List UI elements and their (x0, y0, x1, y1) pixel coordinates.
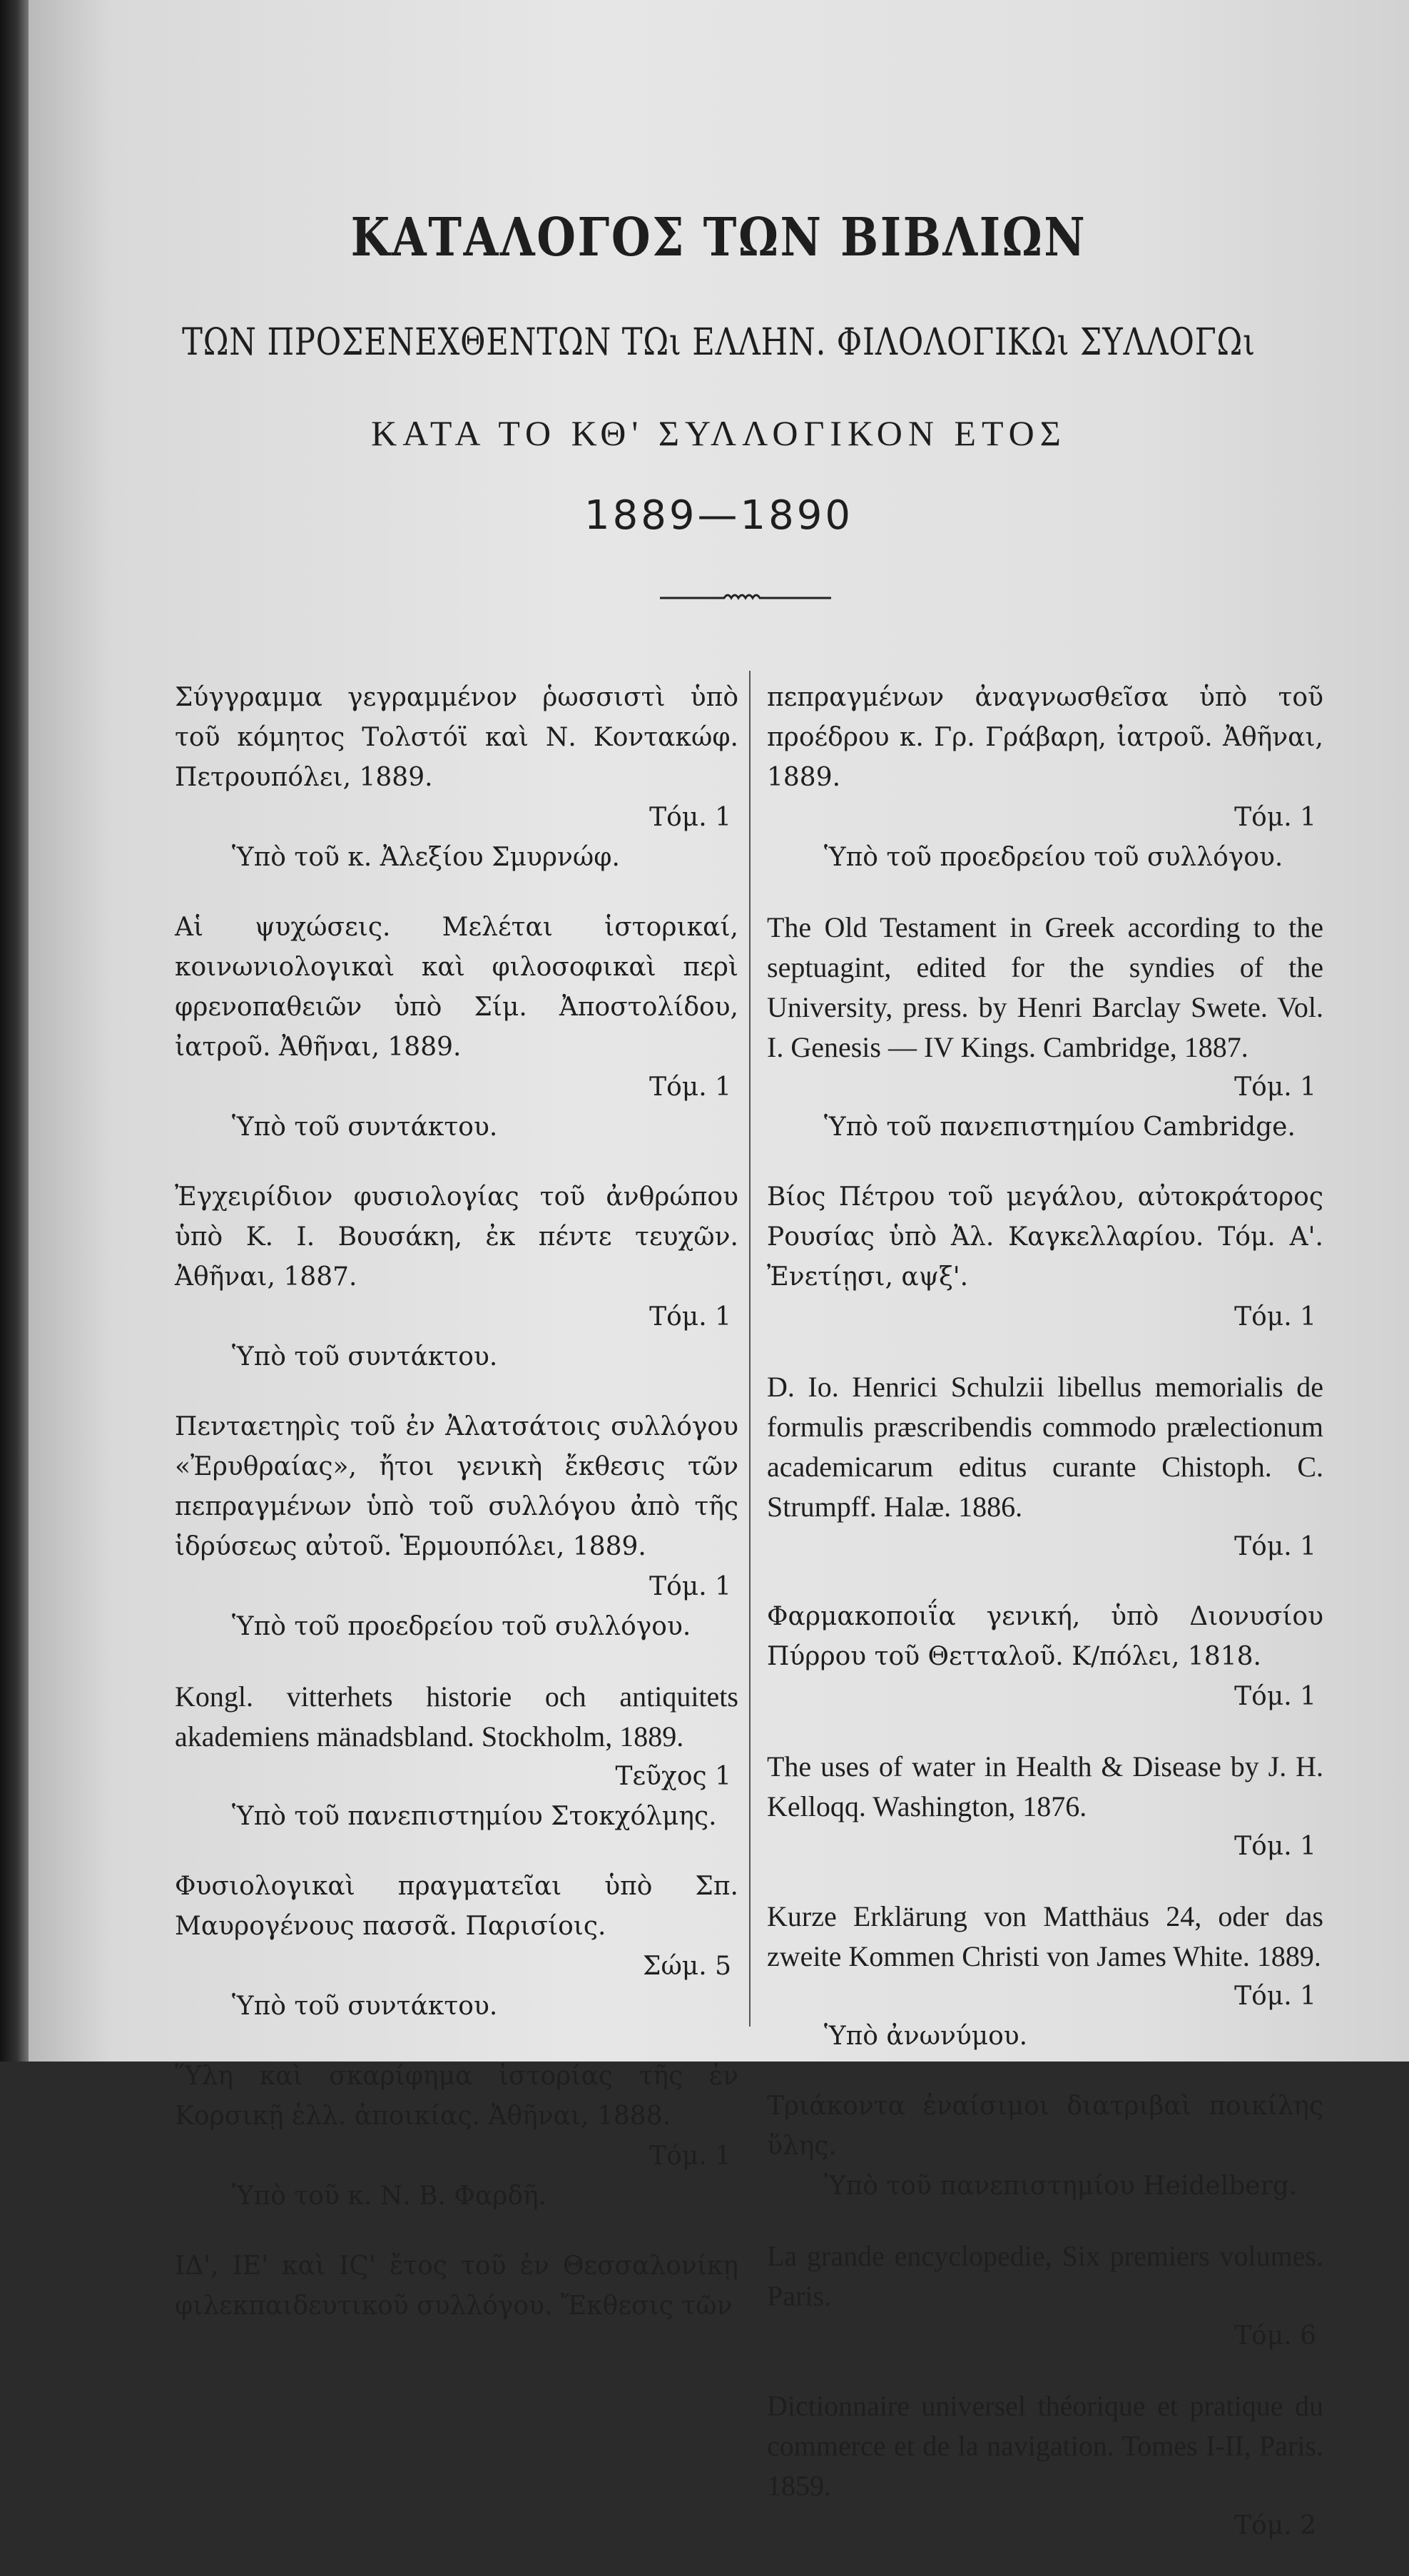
entry-volume: Τόμ. 1 (1234, 1982, 1316, 2011)
catalog-entry (175, 2246, 738, 2326)
entry-title: Σύγγραμμα γεγραμμένον ῥωσσιστὶ ὑπὸ τοῦ κόμητος Τολστόϊ καὶ Ν. Κοντακώφ. Πετρουπόλει, 1889. (175, 683, 738, 792)
entry-volume: Τόμ. 1 (649, 1302, 731, 1332)
entry-donor: Ὑπὸ τοῦ προεδρείου τοῦ συλλόγου. (824, 843, 1283, 872)
catalog-entry (175, 2057, 738, 2216)
entry-volume: Σώμ. 5 (643, 1952, 731, 1981)
catalog-entry (767, 2386, 1323, 2546)
entry-title: Ὕλη καὶ σκαρίφημα ἱστορίας τῆς ἐν Κορσικῇ ἑλλ. ἀποικίας. Ἀθῆναι, 1888. (175, 2062, 738, 2131)
entry-donor: Ὑπὸ τοῦ πανεπιστημίου Cambridge. (824, 1112, 1296, 1142)
catalog-entry (767, 678, 1323, 878)
catalog-entry (767, 1367, 1323, 1567)
catalog-entry (175, 678, 738, 878)
entry-donor: Ὑπὸ τοῦ προεδρείου τοῦ συλλόγου. (232, 1612, 691, 1641)
entry-volume: Τόμ. 1 (1234, 1832, 1316, 1861)
entry-volume: Τόμ. 1 (1234, 1302, 1316, 1332)
entry-donor: Ὑπὸ τοῦ κ. Ν. Β. Φαρδῆ. (232, 2181, 547, 2211)
entry-donor: Ὑπὸ τοῦ συντάκτου. (232, 1112, 498, 1142)
entry-volume: Τόμ. 1 (1234, 803, 1316, 832)
entry-donor: Ὑπὸ τοῦ κ. Ἀλεξίου Σμυρνώφ. (232, 843, 620, 872)
entry-title: ΙΔ', ΙΕ' καὶ ΙϚ' ἔτος τοῦ ἐν Θεσσαλονίκῃ φιλεκπαιδευτικοῦ συλλόγου. Ἔκθεσις τῶν (175, 2251, 738, 2321)
entry-title: Kongl. vitterhets historie och antiquitets akademiens mänadsbland. Stockholm, 1889. (175, 1680, 738, 1753)
entry-title: Αἱ ψυχώσεις. Μελέται ἱστορικαί, κοινωνιολογικαὶ καὶ φιλοσοφικαὶ περὶ φρενοπαθειῶν ὑπὸ Σίμ. Ἀποστολίδου, ἰατροῦ. Ἀθῆναι, 1889. (175, 913, 738, 1062)
catalog-entry (767, 1897, 1323, 2057)
entry-title: Φαρμακοποιΐα γενική, ὑπὸ Διονυσίου Πύρρου τοῦ Θετταλοῦ. Κ/πόλει, 1818. (767, 1602, 1323, 1671)
entry-volume: Τόμ. 1 (1234, 1073, 1316, 1102)
year-range: 1889—1890 (584, 492, 854, 539)
page-subtitle-year: ΚΑΤΑ ΤΟ ΚΘ' ΣΥΛΛΟΓΙΚΟΝ ΕΤΟΣ (371, 413, 1067, 453)
entry-volume: Τόμ. 1 (1234, 1682, 1316, 1711)
entry-volume: Τόμ. 2 (1234, 2511, 1316, 2540)
entry-title: Ἐγχειρίδιον φυσιολογίας τοῦ ἀνθρώπου ὑπὸ Κ. Ι. Βουσάκη, ἐκ πέντε τευχῶν. Ἀθῆναι, 1887. (175, 1182, 738, 1292)
entry-title: The Old Testament in Greek according to the septuagint, edited for the syndies of the University, press. by Henri Barclay Swete. Vol. I. Genesis — IV Kings. Cambridge, 1887. (767, 911, 1323, 1063)
entry-volume: Τόμ. 1 (649, 803, 731, 832)
catalog-entry (175, 1677, 738, 1837)
entry-donor: Ὑπὸ τοῦ συντάκτου. (232, 1342, 498, 1371)
left-column (175, 678, 738, 2356)
entry-title: Kurze Erklärung von Matthäus 24, oder das zweite Kommen Christi von James White. 1889. (767, 1900, 1323, 1972)
entry-volume: Τόμ. 1 (649, 1572, 731, 1601)
entry-title: La grande encyclopedie, Six premiers volumes. Paris. (767, 2240, 1323, 2312)
entry-volume: Τόμ. 1 (649, 1073, 731, 1102)
catalog-entry (767, 1177, 1323, 1337)
catalog-entry (175, 908, 738, 1147)
entry-volume: Τόμ. 1 (1234, 1532, 1316, 1561)
entry-title: Dictionnaire universel théorique et pratique du commerce et de la navigation. Tomes I-II, Paris. 1859. (767, 2390, 1323, 2502)
entry-title: Βίος Πέτρου τοῦ μεγάλου, αὐτοκράτορος Ρουσίας ὑπὸ Ἀλ. Καγκελλαρίου. Τόμ. Α'. Ἐνετίῃσι, αψξ'. (767, 1182, 1323, 1292)
entry-donor: Ὑπὸ τοῦ πανεπιστημίου Heidelberg. (824, 2171, 1298, 2201)
catalog-entry (175, 1177, 738, 1377)
catalog-entry (767, 1597, 1323, 1717)
column-divider (749, 671, 751, 2027)
entry-volume: Τόμ. 6 (1234, 2321, 1316, 2351)
right-column (767, 678, 1323, 2576)
entry-title: πεπραγμένων ἀναγνωσθεῖσα ὑπὸ τοῦ προέδρου κ. Γρ. Γράβαρη, ἰατροῦ. Ἀθῆναι, 1889. (767, 683, 1323, 792)
catalog-entry (767, 908, 1323, 1147)
entry-title: Τριάκοντα ἐναίσιμοι διατριβαὶ ποικίλης ὕλης. (767, 2091, 1323, 2161)
catalog-page (29, 0, 1409, 2540)
catalog-entry (767, 2236, 1323, 2356)
ornament-divider (656, 585, 835, 607)
entry-volume: Τόμ. 1 (649, 2141, 731, 2171)
catalog-entry (175, 1407, 738, 1647)
page-subtitle: ΤΩΝ ΠΡΟΣΕΝΕΧΘΕΝΤΩΝ ΤΩι ΕΛΛΗΝ. ΦΙΛΟΛΟΓΙΚΩι ΣΥΛΛΟΓΩι (182, 321, 1256, 364)
entry-title: Πενταετηρὶς τοῦ ἐν Ἀλατσάτοις συλλόγου «Ἐρυθραίας», ἤτοι γενικὴ ἔκθεσις τῶν πεπραγμένων ὑπὸ τοῦ συλλόγου ἀπὸ τῆς ἱδρύσεως αὐτοῦ. Ἑρμουπόλει, 1889. (175, 1412, 738, 1561)
entry-donor: Ὑπὸ τοῦ συντάκτου. (232, 1992, 498, 2021)
catalog-entry (767, 1747, 1323, 1867)
entry-title: The uses of water in Health & Disease by J. H. Kelloqq. Washington, 1876. (767, 1750, 1323, 1822)
entry-donor: Ὑπὸ τοῦ πανεπιστημίου Στοκχόλμης. (232, 1802, 717, 1831)
entry-title: D. Io. Henrici Schulzii libellus memorialis de formulis præscribendis commodo prælectionum academicarum editus curante Chistoph. C. Strumpff. Halæ. 1886. (767, 1371, 1323, 1523)
entry-volume: Τεῦχος 1 (615, 1762, 731, 1791)
entry-title: Φυσιολογικαὶ πραγματεῖαι ὑπὸ Σπ. Μαυρογένους πασσᾶ. Παρισίοις. (175, 1872, 738, 1941)
entry-donor: Ὑπὸ ἀνωνύμου. (824, 2022, 1028, 2051)
book-gutter (0, 0, 29, 2062)
page-title: ΚΑΤΑΛΟΓΟΣ ΤΩΝ ΒΙΒΛΙΩΝ (350, 207, 1087, 268)
catalog-entry (175, 1867, 738, 2027)
catalog-entry (767, 2086, 1323, 2206)
